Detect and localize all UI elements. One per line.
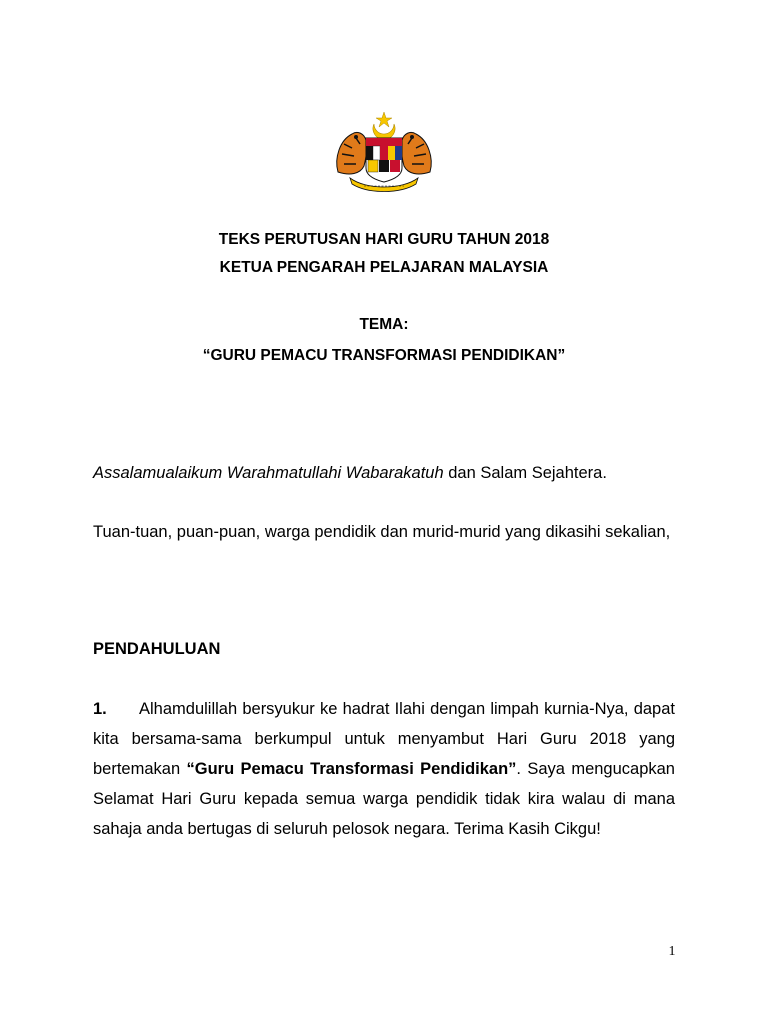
address-paragraph: Tuan-tuan, puan-puan, warga pendidik dan murid-murid yang dikasihi sekalian, bbox=[93, 523, 671, 541]
paragraph-1-text-after: . Saya mengucapkan Selamat Hari Guru kepada semua warga pendidik tidak kira walau di mana sahaja anda bertugas di seluruh pelosok negara. Terima Kasih Cikgu! bbox=[93, 760, 675, 838]
greeting-rest: dan Salam Sejahtera. bbox=[443, 464, 607, 482]
paragraph-1 bbox=[93, 694, 675, 844]
paragraph-1-bold-theme: “Guru Pemacu Transformasi Pendidikan” bbox=[186, 760, 517, 778]
document-title-line-1: TEKS PERUTUSAN HARI GURU TAHUN 2018 bbox=[218, 231, 550, 248]
document-title-line-2: KETUA PENGARAH PELAJARAN MALAYSIA bbox=[219, 259, 549, 276]
theme-title: “GURU PEMACU TRANSFORMASI PENDIDIKAN” bbox=[202, 347, 566, 364]
paragraph-1-text-before: Alhamdulillah bersyukur ke hadrat Ilahi dengan limpah kurnia-Nya, dapat kita bersama-sama berkumpul untuk menyambut Hari Guru 2018 yang bertemakan bbox=[93, 700, 675, 778]
theme-label: TEMA: bbox=[359, 316, 409, 333]
greeting-italic: Assalamualaikum Warahmatullahi Wabarakatuh bbox=[93, 464, 444, 482]
page-number: 1 bbox=[668, 944, 676, 959]
section-heading: PENDAHULUAN bbox=[93, 640, 221, 658]
greeting bbox=[93, 458, 675, 488]
malaysia-coat-of-arms-icon bbox=[330, 110, 438, 194]
paragraph-number: 1. bbox=[93, 700, 107, 718]
